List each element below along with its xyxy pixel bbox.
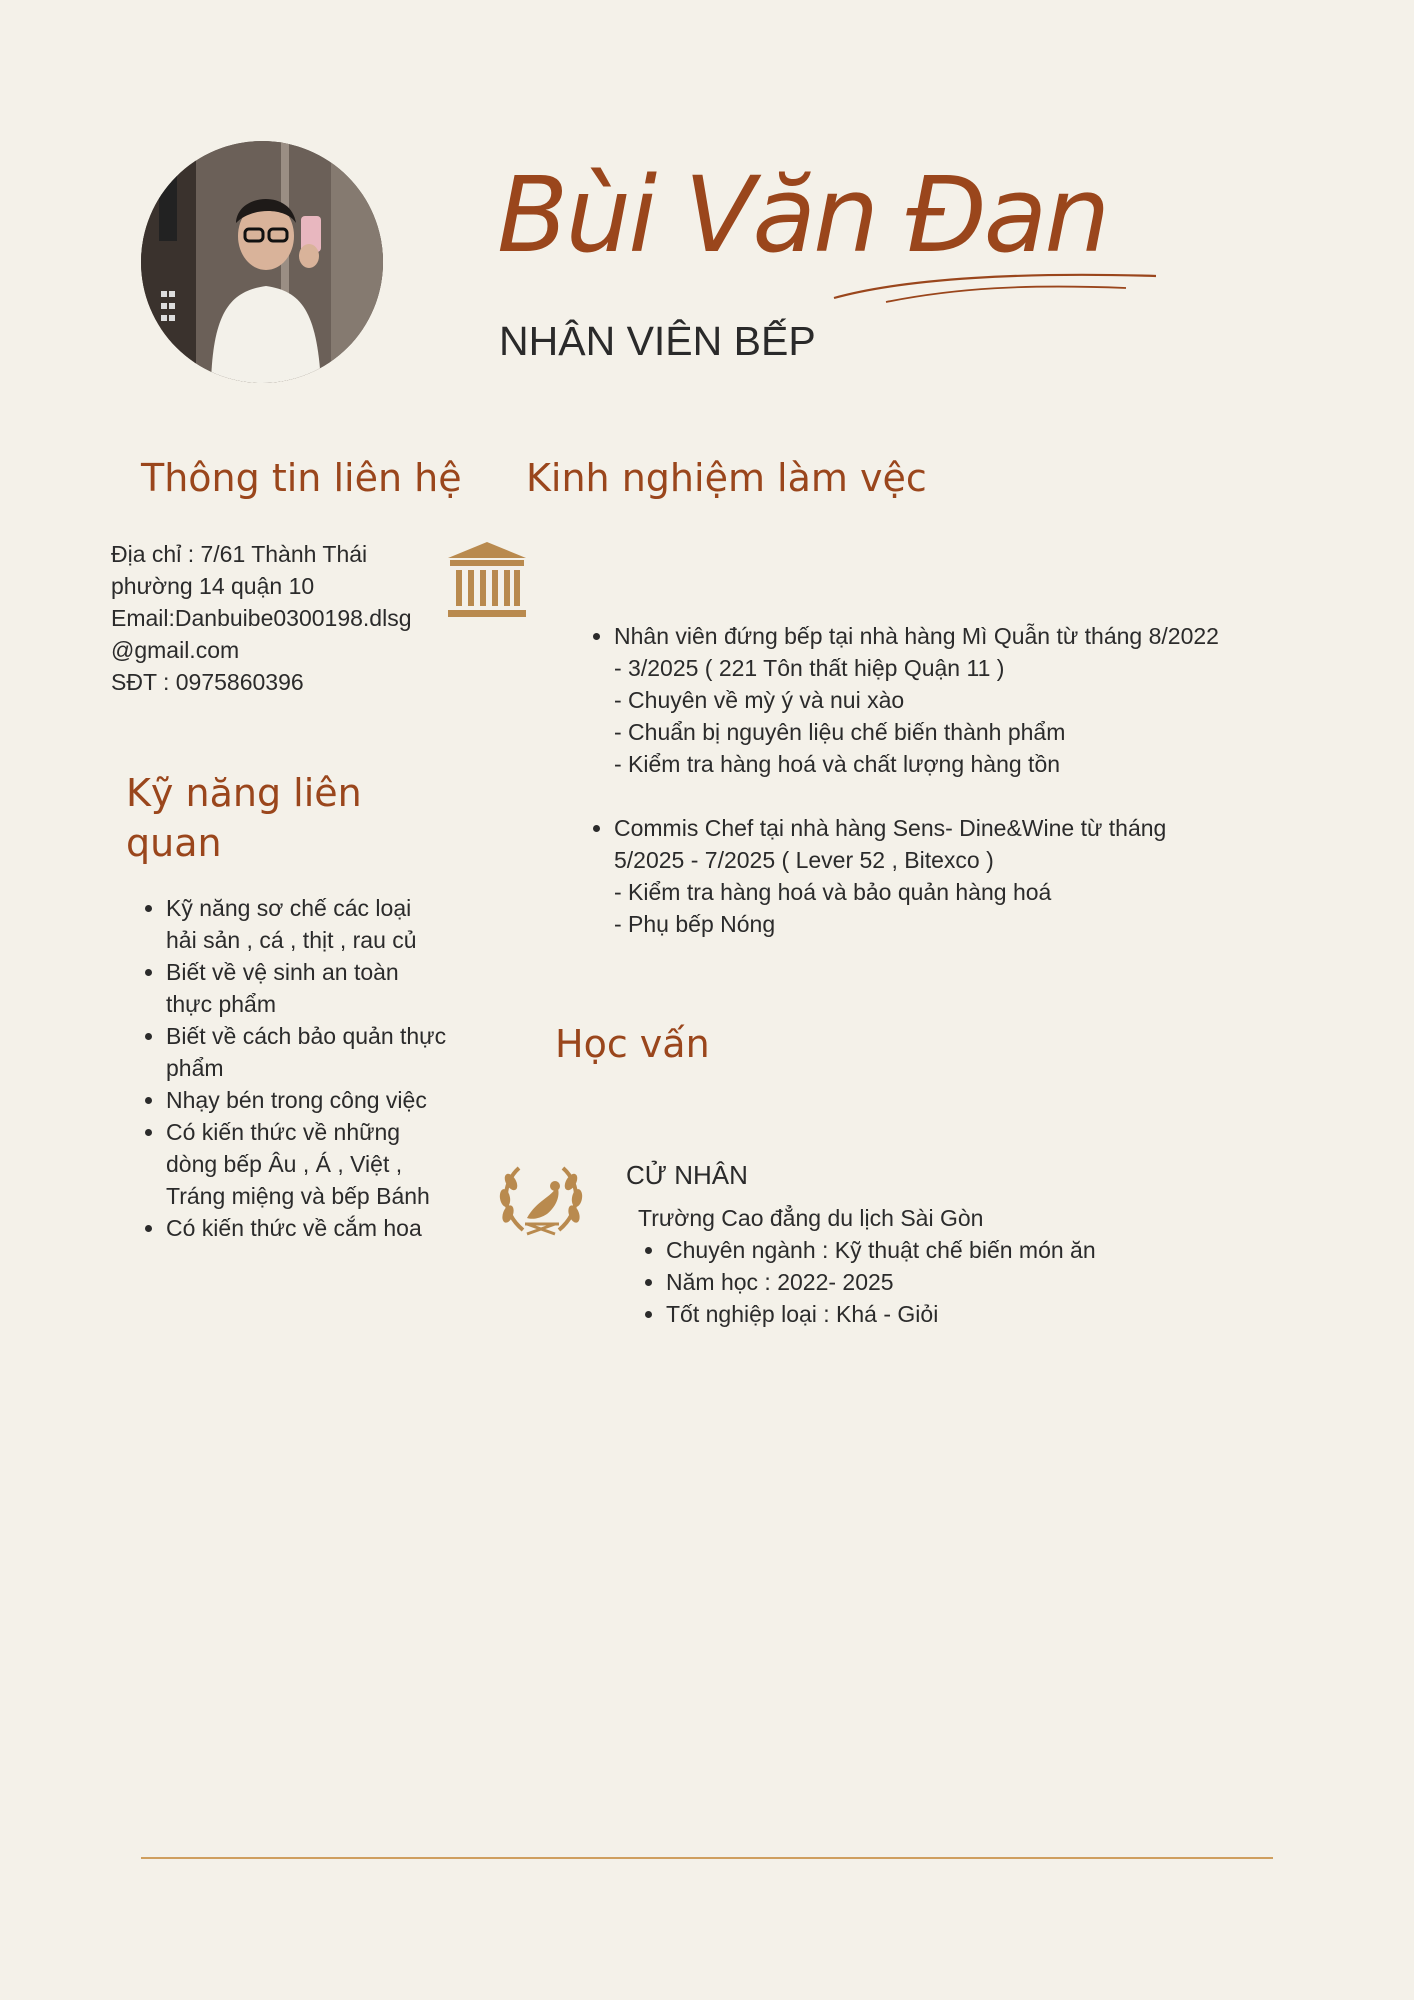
skills-list (138, 892, 448, 1244)
education-heading: Học vấn (555, 1022, 710, 1066)
experience-item (614, 812, 1226, 940)
building-columns-icon (446, 540, 528, 620)
experience-list (586, 620, 1226, 972)
education-details (638, 1234, 1258, 1330)
contact-heading: Thông tin liên hệ (141, 456, 462, 500)
job-detail: - Kiểm tra hàng hoá và bảo quản hàng hoá (614, 879, 1052, 905)
job-title-line: • Nhân viên đứng bếp tại nhà hàng Mì Quẫn từ tháng 8/2022 - 3/2025 ( 221 Tôn thất hiệp Quận 11 ) (614, 623, 1219, 681)
skill-item: • Có kiến thức về những dòng bếp Âu , Á , Việt , Tráng miệng và bếp Bánh (166, 1116, 448, 1212)
contact-line: Địa chỉ : 7/61 Thành Thái (111, 541, 368, 567)
job-detail: - Chuyên về mỳ ý và nui xào (614, 687, 905, 713)
education-item: • Năm học : 2022- 2025 (666, 1266, 1258, 1298)
skills-heading: Kỹ năng liên quan (126, 771, 362, 865)
skill-item: • Có kiến thức về cắm hoa (166, 1212, 448, 1244)
job-title: NHÂN VIÊN BẾP (499, 318, 816, 364)
avatar (141, 141, 383, 383)
degree-title: CỬ NHÂN (626, 1160, 748, 1190)
contact-line: phường 14 quận 10 (111, 573, 315, 599)
contact-line: @gmail.com (111, 637, 240, 663)
school-name: Trường Cao đẳng du lịch Sài Gòn (638, 1205, 984, 1231)
skill-item: • Biết về cách bảo quản thực phẩm (166, 1020, 448, 1084)
contact-info (111, 538, 441, 698)
job-detail: - Phụ bếp Nóng (614, 911, 776, 937)
footer-divider (141, 1857, 1273, 1859)
job-details (614, 876, 1226, 940)
contact-line: SĐT : 0975860396 (111, 669, 304, 695)
job-details (614, 684, 1226, 780)
experience-item (614, 620, 1226, 780)
job-detail: - Chuẩn bị nguyên liệu chế biến thành phẩm (614, 719, 1066, 745)
laurel-bird-icon (497, 1160, 585, 1242)
candidate-name: Bùi Văn Đan (497, 154, 1108, 276)
job-detail: - Kiểm tra hàng hoá và chất lượng hàng tồn (614, 751, 1061, 777)
job-title-line: • Commis Chef tại nhà hàng Sens- Dine&Wine từ tháng 5/2025 - 7/2025 ( Lever 52 , Bitexco ) (614, 815, 1167, 873)
profile-photo (141, 141, 383, 383)
skill-item: • Kỹ năng sơ chế các loại hải sản , cá , thịt , rau củ (166, 892, 448, 956)
experience-heading: Kinh nghiệm làm vệc (526, 456, 927, 500)
education-item: • Chuyên ngành : Kỹ thuật chế biến món ăn (666, 1234, 1258, 1266)
education-item: • Tốt nghiệp loại : Khá - Giỏi (666, 1298, 1258, 1330)
name-underline-swash (826, 264, 1156, 304)
contact-line: Email:Danbuibe0300198.dlsg (111, 605, 412, 631)
skill-item: • Biết về vệ sinh an toàn thực phẩm (166, 956, 448, 1020)
skill-item: • Nhạy bén trong công việc (166, 1084, 448, 1116)
